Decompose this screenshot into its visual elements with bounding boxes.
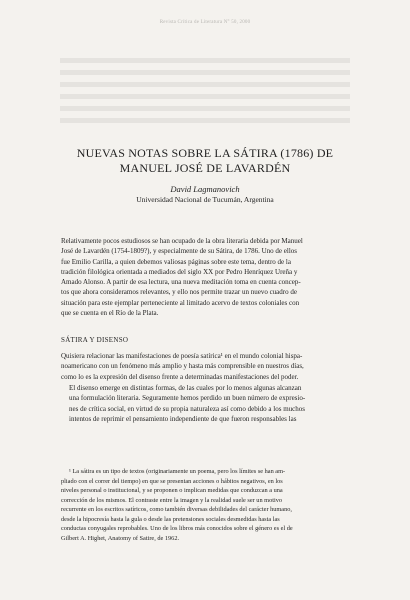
text-line: tradición filológica orientada a mediados del siglo XX por Pedro Henríquez Ureña y: [61, 267, 298, 276]
text-line: tos que ahora consideramos relevantes, y ello nos permite trazar un nuevo cuadro de: [61, 288, 297, 297]
text-line: Amado Alonso. A partir de esa lectura, una nueva meditación toma en cuenta concep-: [61, 278, 301, 287]
running-head: Revista Crítica de Literatura N° 50, 2000: [159, 20, 251, 25]
text-line: como lo es la expresión del disenso frente a determinadas manifestaciones del poder.: [61, 372, 299, 381]
paragraph-body-2: [61, 383, 349, 424]
text-line: que se cuenta en el Río de la Plata.: [61, 309, 159, 318]
text-line: José de Lavardén (1754-1809?), y especialmente de su Sátira, de 1786. Uno de ellos: [61, 247, 297, 256]
text-line: situación para este ejemplar perteneciente al limitado acervo de textos coloniales con: [61, 298, 300, 307]
text-line: El disenso emerge en distintas formas, de las cuales por lo menos algunas alcanzan: [69, 384, 302, 392]
text-line: fue Emilio Carilla, a quien debemos valiosas páginas sobre este tema, dentro de la: [61, 257, 291, 266]
footnote-line: pliado con el correr del tiempo) en que se presentan acciones o hábitos negativos, en los: [61, 477, 283, 485]
paragraph-intro: [61, 236, 349, 318]
footnote-line: desde la hipocresía hasta la gula o desde las pretensiones sociales desmedidas hasta las: [61, 515, 280, 523]
section-heading: SÁTIRA Y DISENSO: [61, 336, 129, 344]
footnote-line: recurrente en los escritos satíricos, como también diversas debilidades del carácter humano,: [61, 506, 292, 513]
title-line-2: MANUEL JOSÉ DE LAVARDÉN: [119, 161, 291, 175]
footnote-line: niveles personal o institucional, y se proponen o implican medidas que conduzcan a una: [61, 487, 283, 494]
footnote-line: ¹ La sátira es un tipo de textos (originariamente un poema, pero los límites se han am-: [69, 468, 286, 475]
author-affiliation: Universidad Nacional de Tucumán, Argentina: [136, 195, 274, 204]
text-line: noamericano con un fenómeno más amplio y hasta más comprensible en nuestros días,: [61, 362, 304, 371]
footnote: [61, 467, 349, 543]
text-line: nes de crítica social, en virtud de su propia naturaleza así como debido a los muchos: [69, 404, 305, 413]
text-line: una formulación literaria. Seguramente hemos perdido un buen número de expresio-: [69, 394, 306, 403]
text-line: Quisiera relacionar las manifestaciones de poesía satírica¹ en el mundo colonial hispa-: [61, 352, 303, 360]
footnote-line: conductas conyugales reprobables. Uno de los libros más conocidos sobre el género es el de: [61, 525, 293, 532]
footnote-line: Gilbert A. Highet, Anatomy of Satire, de 1962.: [61, 534, 180, 542]
bleed-through-text: [60, 58, 350, 128]
paragraph-body-1: [61, 351, 349, 382]
text-line: Relativamente pocos estudiosos se han ocupado de la obra literaria debida por Manuel: [61, 237, 303, 245]
article-title: [30, 146, 380, 176]
footnote-line: corrección de los mismos. El contraste entre la imagen y la realidad suele ser un motivo: [61, 496, 283, 504]
text-line: intentos de reprimir el pensamiento independiente de que fueron responsables las: [69, 414, 297, 423]
title-line-1: NUEVAS NOTAS SOBRE LA SÁTIRA (1786) DE: [76, 146, 334, 160]
author-name: David Lagmanovich: [170, 184, 240, 194]
